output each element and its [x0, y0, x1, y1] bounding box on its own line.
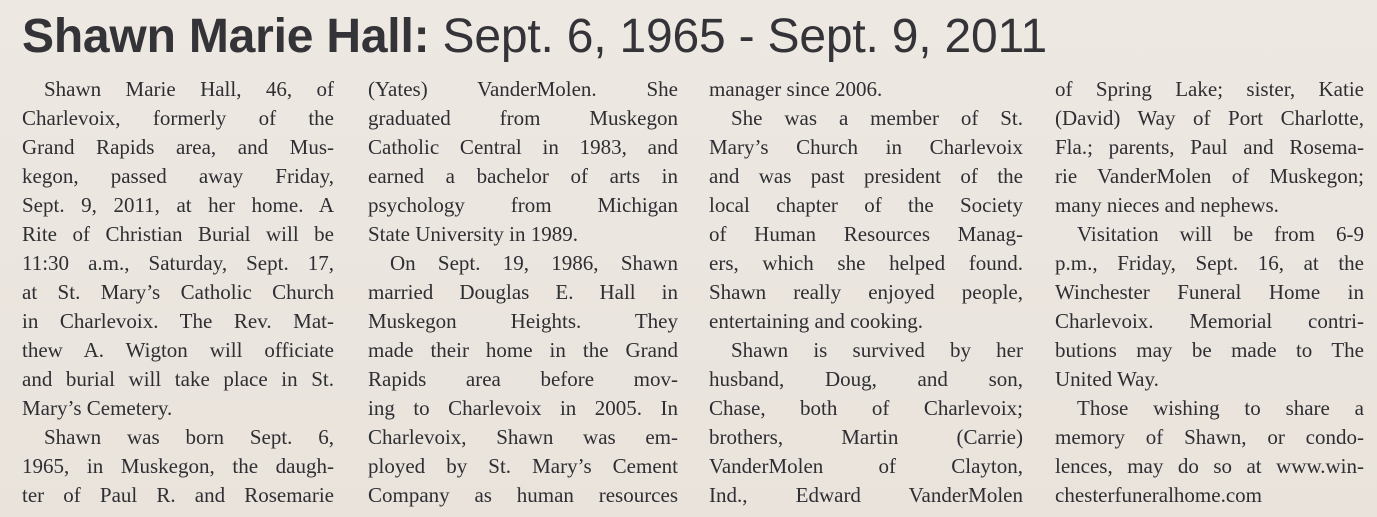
text-line: of Human Resources Manag-	[709, 222, 1023, 246]
text-line: local chapter of the Society	[709, 193, 1023, 217]
text-line: chesterfuneralhome.com	[1055, 483, 1262, 507]
text-line: ers, which she helped found.	[709, 251, 1023, 275]
obituary-headline	[22, 4, 1047, 70]
text-line: graduated from Muskegon	[368, 106, 678, 130]
text-line: ployed by St. Mary’s Cement	[368, 454, 678, 478]
text-column-4	[1055, 75, 1364, 510]
text-line: 1965, in Muskegon, the daugh-	[22, 454, 334, 478]
text-line: psychology from Michigan	[368, 193, 678, 217]
text-line: Charlevoix. Memorial contri-	[1055, 309, 1364, 333]
text-line: p.m., Friday, Sept. 16, at the	[1055, 251, 1364, 275]
text-column-3	[709, 75, 1023, 510]
text-line: On Sept. 19, 1986, Shawn	[390, 251, 678, 275]
text-line: Rite of Christian Burial will be	[22, 222, 334, 246]
text-line: many nieces and nephews.	[1055, 193, 1279, 217]
text-line: and burial will take place in St.	[22, 367, 334, 391]
text-line: Grand Rapids area, and Mus-	[22, 135, 334, 159]
text-line: Sept. 9, 2011, at her home. A	[22, 193, 334, 217]
text-line: Shawn really enjoyed people,	[709, 280, 1023, 304]
text-line: kegon, passed away Friday,	[22, 164, 334, 188]
text-line: 11:30 a.m., Saturday, Sept. 17,	[22, 251, 334, 275]
text-line: Shawn is survived by her	[731, 338, 1023, 362]
text-column-2	[368, 75, 678, 510]
text-line: Catholic Central in 1983, and	[368, 135, 678, 159]
text-line: Mary’s Cemetery.	[22, 396, 173, 420]
text-line: State University in 1989.	[368, 222, 578, 246]
text-line: brothers, Martin (Carrie)	[709, 425, 1023, 449]
text-line: husband, Doug, and son,	[709, 367, 1023, 391]
text-line: Winchester Funeral Home in	[1055, 280, 1364, 304]
headline-name: Shawn Marie Hall:	[22, 10, 430, 63]
headline-dates: Sept. 6, 1965 - Sept. 9, 2011	[442, 10, 1047, 63]
text-line: (David) Way of Port Charlotte,	[1055, 106, 1364, 130]
text-line: Charlevoix, formerly of the	[22, 106, 334, 130]
text-line: married Douglas E. Hall in	[368, 280, 678, 304]
text-line: entertaining and cooking.	[709, 309, 924, 333]
text-line: Those wishing to share a	[1077, 396, 1364, 420]
text-line: Muskegon Heights. They	[368, 309, 678, 333]
text-line: butions may be made to The	[1055, 338, 1364, 362]
text-line: Visitation will be from 6-9	[1077, 222, 1364, 246]
text-line: manager since 2006.	[709, 77, 883, 101]
text-line: Shawn Marie Hall, 46, of	[44, 77, 334, 101]
text-line: ing to Charlevoix in 2005. In	[368, 396, 678, 420]
text-line: Chase, both of Charlevoix;	[709, 396, 1023, 420]
text-line: (Yates) VanderMolen. She	[368, 77, 678, 101]
text-line: Mary’s Church in Charlevoix	[709, 135, 1023, 159]
text-line: Rapids area before mov-	[368, 367, 678, 391]
text-line: Company as human resources	[368, 483, 678, 507]
text-column-1	[22, 75, 334, 510]
text-line: and was past president of the	[709, 164, 1023, 188]
text-line: of Spring Lake; sister, Katie	[1055, 77, 1364, 101]
text-line: Ind., Edward VanderMolen	[709, 483, 1023, 507]
text-line: Shawn was born Sept. 6,	[44, 425, 334, 449]
text-line: lences, may do so at www.win-	[1055, 454, 1364, 478]
text-line: memory of Shawn, or condo-	[1055, 425, 1364, 449]
text-line: VanderMolen of Clayton,	[709, 454, 1023, 478]
text-line: at St. Mary’s Catholic Church	[22, 280, 334, 304]
text-line: thew A. Wigton will officiate	[22, 338, 334, 362]
text-line: Charlevoix, Shawn was em-	[368, 425, 678, 449]
text-line: ter of Paul R. and Rosemarie	[22, 483, 334, 507]
text-line: She was a member of St.	[731, 106, 1023, 130]
text-line: made their home in the Grand	[368, 338, 678, 362]
text-line: in Charlevoix. The Rev. Mat-	[22, 309, 334, 333]
text-line: rie VanderMolen of Muskegon;	[1055, 164, 1364, 188]
text-line: Fla.; parents, Paul and Rosema-	[1055, 135, 1364, 159]
text-line: United Way.	[1055, 367, 1159, 391]
text-line: earned a bachelor of arts in	[368, 164, 678, 188]
